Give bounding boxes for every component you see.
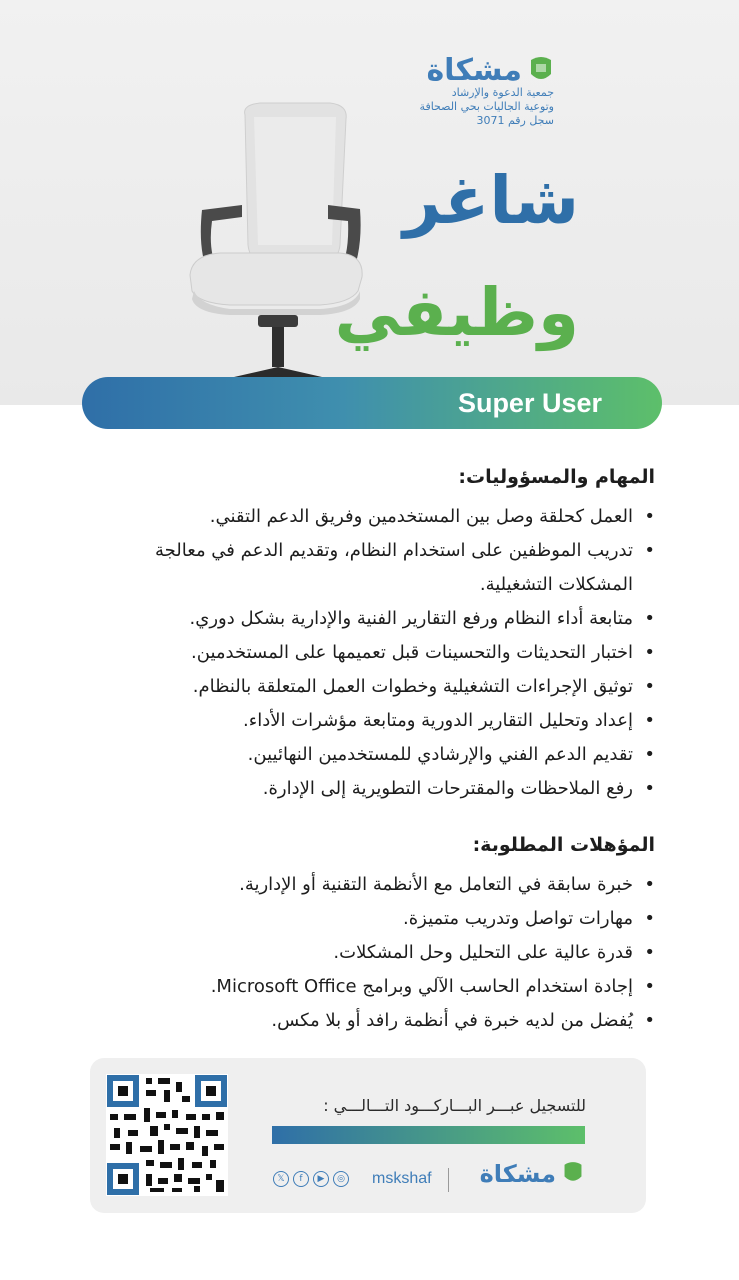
qualifications-title: المؤهلات المطلوبة: <box>472 834 655 856</box>
brand-name: مشكاة <box>426 53 522 88</box>
brand-logo-row <box>354 53 554 88</box>
brand-logo-block <box>354 53 554 128</box>
office-chair-illustration <box>150 95 380 415</box>
list-item: • إجادة استخدام الحاسب الآلي وبرامج Microsoft Office. <box>80 970 655 1004</box>
job-details <box>80 462 655 1038</box>
footer-brand-logo <box>480 1161 584 1187</box>
qr-code[interactable] <box>106 1074 228 1196</box>
social-icons <box>273 1171 349 1187</box>
list-item: • اختبار التحديثات والتحسينات قبل تعميمها على المستخدمين. <box>80 636 655 670</box>
list-item: • تدريب الموظفين على استخدام النظام، وتقديم الدعم في معالجة المشكلات التشغيلية. <box>80 534 655 602</box>
list-item: • متابعة أداء النظام ورفع التقارير الفنية والإدارية بشكل دوري. <box>80 602 655 636</box>
list-item: • رفع الملاحظات والمقترحات التطويرية إلى الإدارة. <box>80 772 655 806</box>
list-item: • قدرة عالية على التحليل وحل المشكلات. <box>80 936 655 970</box>
register-instruction: للتسجيل عبـــر البـــاركـــود التـــالـــي : <box>323 1096 586 1115</box>
list-item: • العمل كحلقة وصل بين المستخدمين وفريق الدعم التقني. <box>80 500 655 534</box>
headline-job: وظيفي <box>334 274 579 351</box>
footer-divider <box>448 1168 449 1192</box>
x-icon[interactable]: 𝕏 <box>273 1171 289 1187</box>
gradient-divider <box>272 1126 585 1144</box>
youtube-icon[interactable]: ▶ <box>313 1171 329 1187</box>
list-item: • تقديم الدعم الفني والإرشادي للمستخدمين النهائيين. <box>80 738 655 772</box>
instagram-icon[interactable]: ◎ <box>333 1171 349 1187</box>
brand-mark-icon <box>528 56 554 86</box>
list-item: • توثيق الإجراءات التشغيلية وخطوات العمل المتعلقة بالنظام. <box>80 670 655 704</box>
responsibilities-title: المهام والمسؤوليات: <box>458 466 655 488</box>
social-handle[interactable]: mskshaf <box>372 1170 432 1187</box>
list-item: • يُفضل من لديه خبرة في أنظمة رافد أو بلا مكس. <box>80 1004 655 1038</box>
registration-footer <box>90 1058 646 1213</box>
responsibilities-list <box>80 500 655 806</box>
job-title: Super User <box>457 388 602 418</box>
brand-mark-icon <box>562 1161 584 1187</box>
facebook-icon[interactable]: f <box>293 1171 309 1187</box>
brand-registration: سجل رقم 3071 <box>476 114 554 127</box>
footer-brand-name: مشكاة <box>479 1160 556 1188</box>
list-item: • مهارات تواصل وتدريب متميزة. <box>80 902 655 936</box>
list-item: • إعداد وتحليل التقارير الدورية ومتابعة مؤشرات الأداء. <box>80 704 655 738</box>
qualifications-list <box>80 868 655 1038</box>
brand-subtitle-2: وتوعية الجاليات بحي الصحافة <box>419 100 554 113</box>
headline-vacancy: شاغر <box>403 162 579 239</box>
job-title-pill <box>82 377 662 429</box>
hero-banner <box>0 0 739 405</box>
list-item: • خبرة سابقة في التعامل مع الأنظمة التقنية أو الإدارية. <box>80 868 655 902</box>
brand-subtitle-1: جمعية الدعوة والإرشاد <box>451 86 554 99</box>
